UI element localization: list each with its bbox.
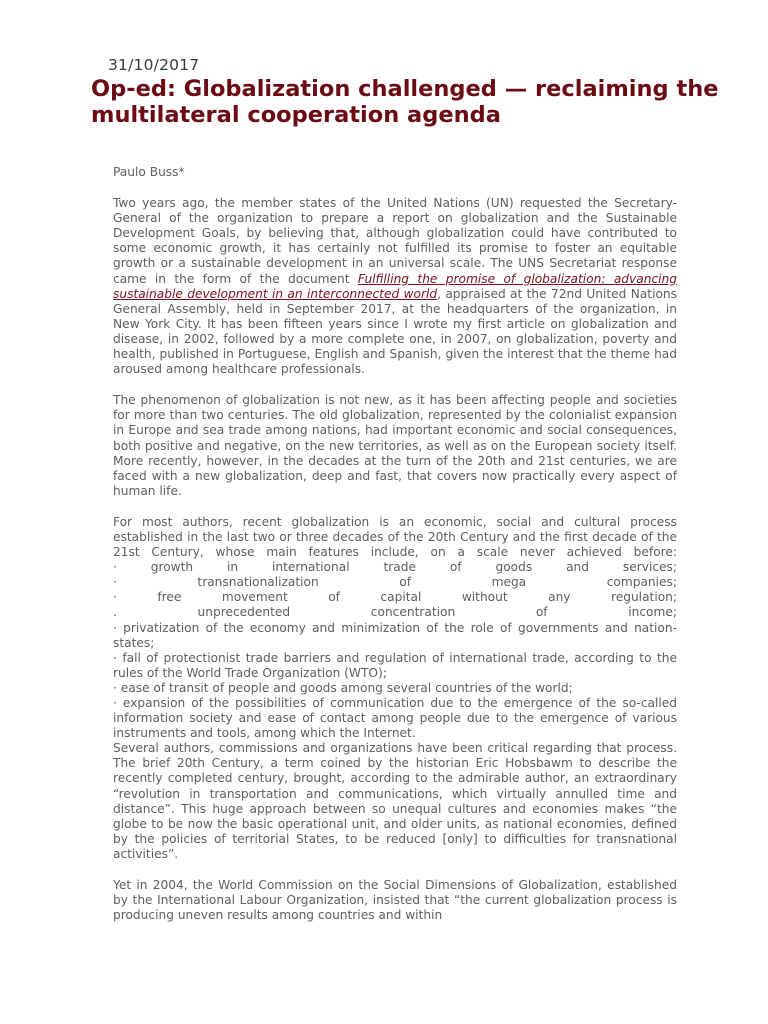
list-item: . unprecedented concentration of income; (113, 605, 677, 620)
paragraph-1-text-b: , appraised at the 72nd United Nations General Assembly, held in September 2017, at the headquarters of the organization, in New York City. It has been fifteen years since I wrote my first article on globalization and disease, in 2002, followed by a more complete one, in 2007, on globalization, poverty and health, published in Portuguese, English and Spanish, given the interest that the theme had aroused among healthcare professionals. (113, 286, 677, 377)
article-title: Op-ed: Globalization challenged — reclaiming the multilateral cooperation agenda (91, 76, 719, 128)
paragraph-5: Yet in 2004, the World Commission on the Social Dimensions of Globalization, established by the International Labour Organization, insisted that “the current globalization process is producing uneven results among countries and within (113, 878, 677, 923)
report-link[interactable]: Fulfilling the promise of globalization: advancing sustainable development in an interconnected world (113, 271, 677, 301)
paragraph-1 (113, 196, 677, 377)
list-item: · privatization of the economy and minimization of the role of governments and nation-states; (113, 620, 677, 650)
list-item: · fall of protectionist trade barriers and regulation of international trade, according to the rules of the World Trade Organization (WTO); (113, 650, 677, 680)
list-item: · growth in international trade of goods and services; (113, 560, 677, 575)
article-body (113, 165, 677, 923)
author-name: Paulo Buss* (113, 165, 185, 179)
list-item: · ease of transit of people and goods among several countries of the world; (113, 680, 573, 695)
paragraph-2: The phenomenon of globalization is not new, as it has been affecting people and societies for more than two centuries. The old globalization, represented by the colonialist expansion in Europe and sea trade among nations, had important economic and social consequences, both positive and negative, on the new territories, as well as on the European society itself. More recently, however, in the decades at the turn of the 20th and 21st centuries, we are faced with a new globalization, deep and fast, that covers now practically every aspect of human life. (113, 393, 677, 498)
feature-list (113, 515, 677, 741)
paragraph-3-intro: For most authors, recent globalization is an economic, social and cultural process established in the last two or three decades of the 20th Century and the first decade of the 21st Century, whose main features include, on a scale never achieved before: (113, 514, 677, 560)
paragraph-1-text-a: Two years ago, the member states of the United Nations (UN) requested the Secretary-General of the organization to prepare a report on globalization and the Sustainable Development Goals, by believing that, although globalization could have contributed to some economic growth, it has certainly not fulfilled its promise to foster an equitable growth or a sustainable development in an universal scale. The UNS Secretariat response came in the form of the document (113, 196, 677, 286)
paragraph-4: Several authors, commissions and organizations have been critical regarding that process. The brief 20th Century, a term coined by the historian Eric Hobsbawm to describe the recently completed century, brought, according to the admirable author, an extraordinary “revolution in transportation and communications, which virtually annulled time and distance”. This huge approach between so unequal cultures and economies makes “the globe to be now the basic operational unit, and older units, as national economies, defined by the policies of territorial States, to be reduced [only] to difficulties for transnational activities”. (113, 741, 677, 861)
list-item: · expansion of the possibilities of communication due to the emergence of the so-called information society and ease of contact among people due to the emergence of various instruments and tools, among which the Internet. (113, 696, 677, 741)
list-item: · transnationalization of mega companies; (113, 575, 677, 590)
publication-date: 31/10/2017 (108, 56, 200, 74)
list-item: · free movement of capital without any regulation; (113, 590, 677, 605)
